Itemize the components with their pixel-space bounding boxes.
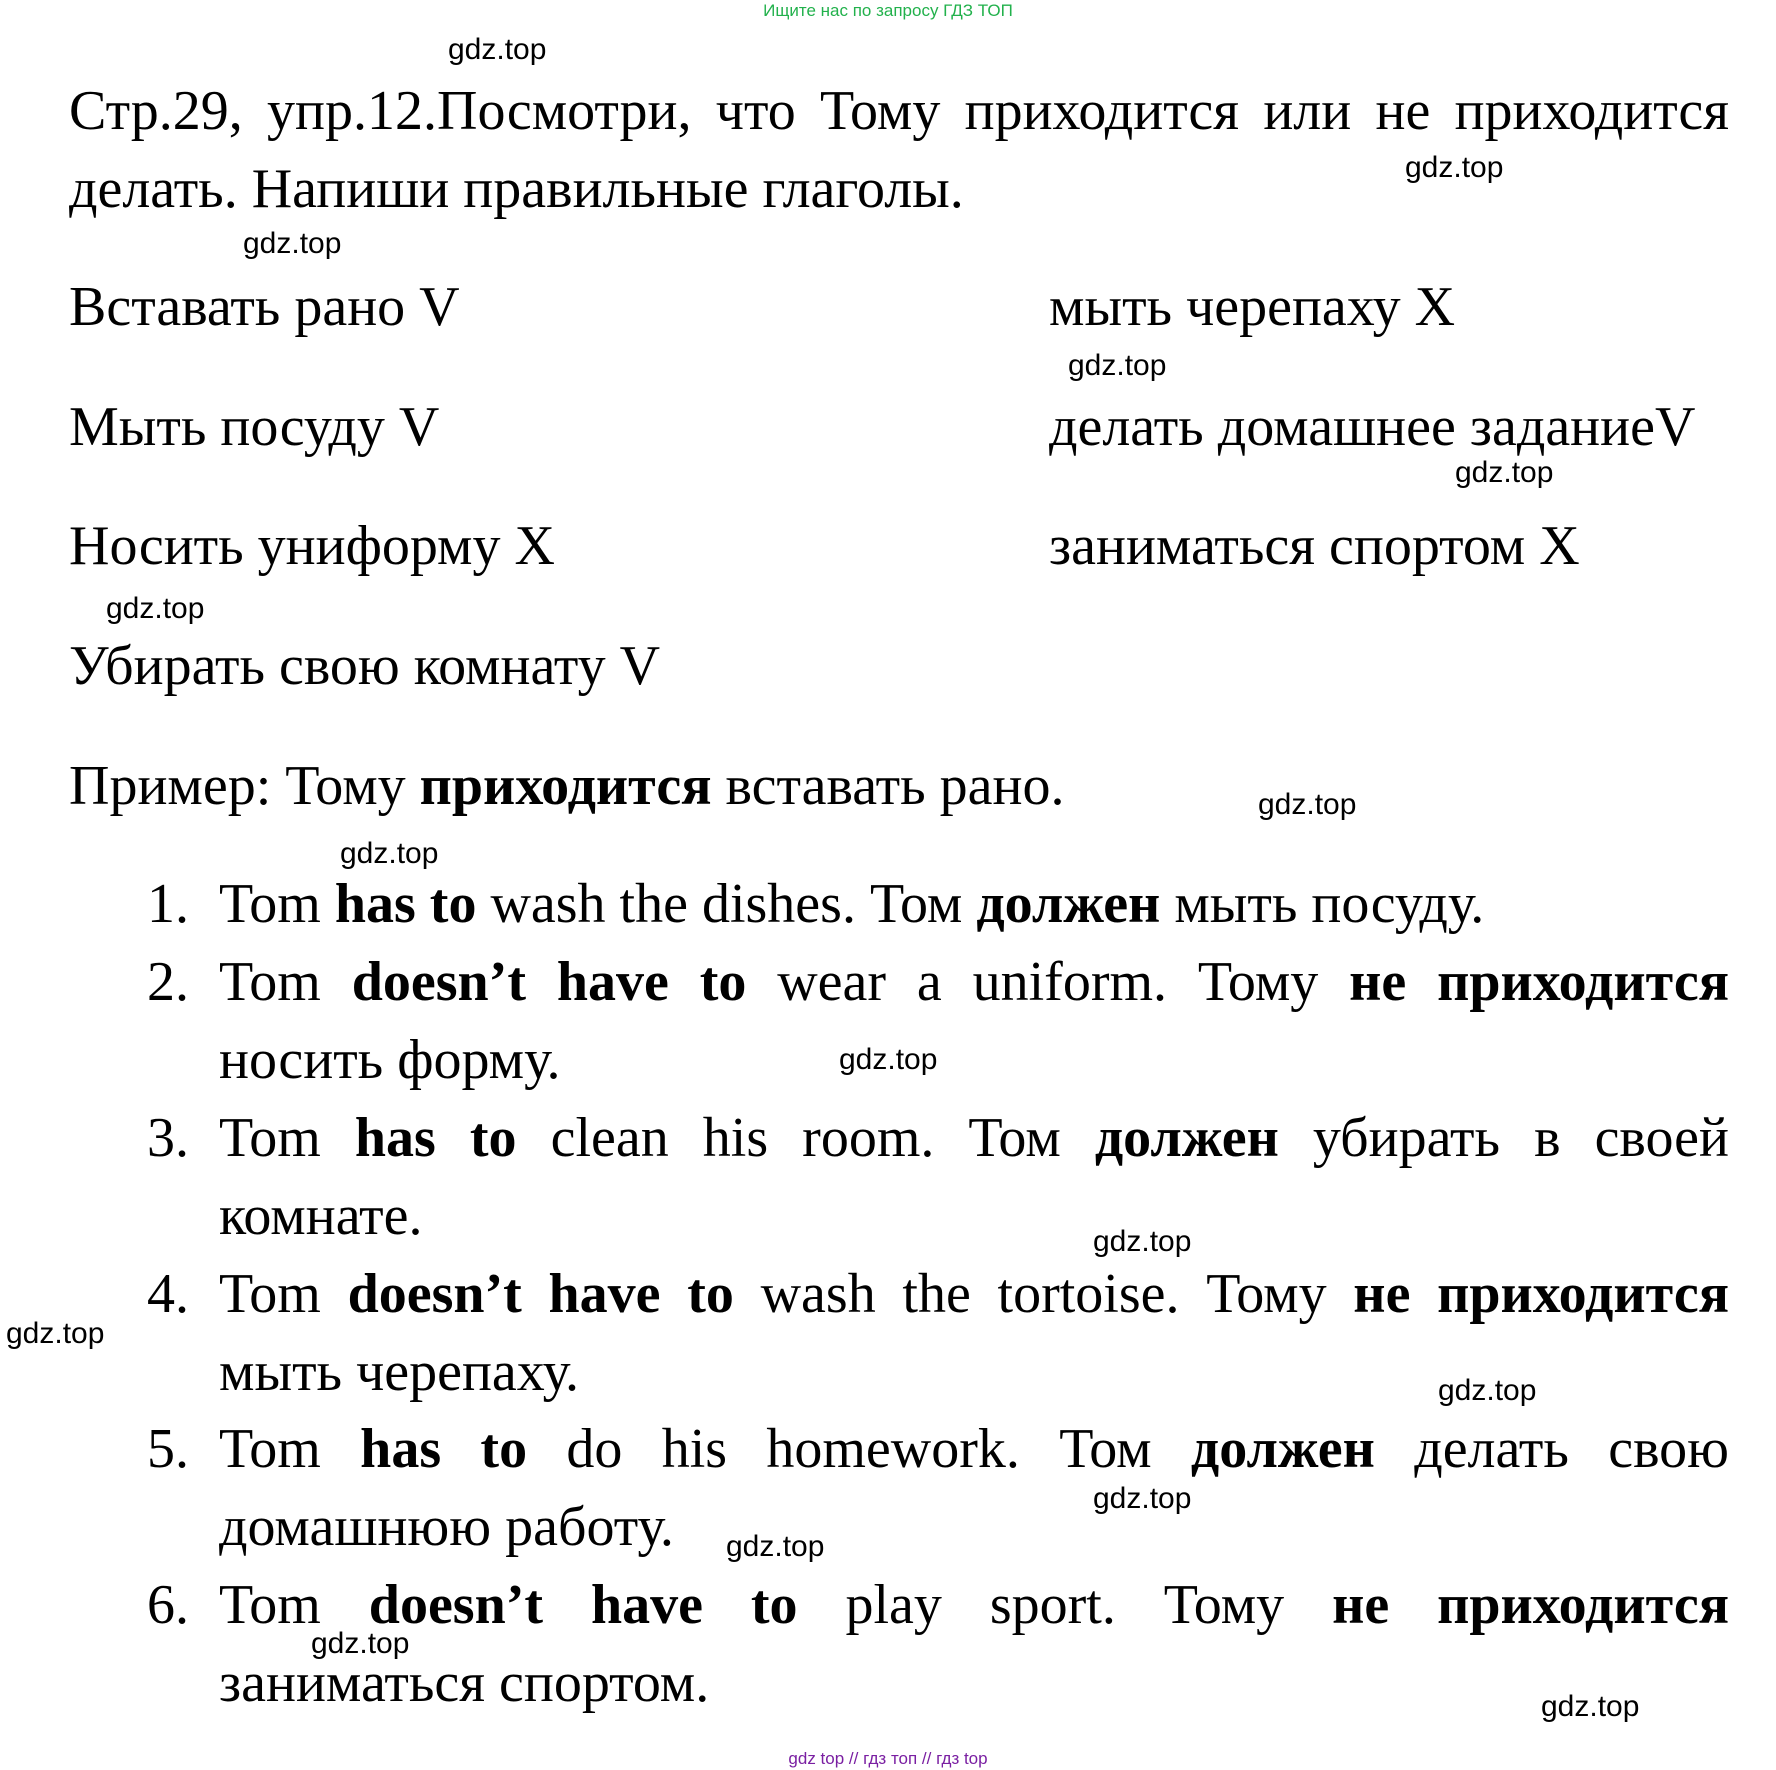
answer-number: 1.: [147, 873, 189, 935]
task-item: Вставать рано V: [69, 276, 460, 338]
answer-text: Tom doesn’t have to play sport. Тому не приходится заниматься спортом.: [219, 1574, 1729, 1714]
answer-number: 6.: [147, 1574, 189, 1636]
task-item: Носить униформу X: [69, 515, 555, 577]
watermark: gdz.top: [1093, 1225, 1192, 1258]
answer-text: Tom has to wash the dishes. Том должен мыть посуду.: [219, 873, 1485, 935]
answer-text: Tom has to clean his room. Том должен убирать в своей комнате.: [219, 1107, 1729, 1247]
answer-number: 3.: [147, 1107, 189, 1169]
answer-number: 4.: [147, 1263, 189, 1325]
watermark: gdz.top: [6, 1317, 105, 1350]
watermark: gdz.top: [311, 1627, 410, 1660]
watermark: gdz.top: [243, 227, 342, 260]
exercise-heading: Стр.29, упр.12.Посмотри, что Тому приходится или не приходится делать. Напиши правильные глаголы.: [69, 80, 1729, 220]
watermark: gdz.top: [839, 1043, 938, 1076]
example-prefix: Пример: Тому: [69, 755, 420, 817]
example-bold: приходится: [419, 755, 712, 817]
task-item: Мыть посуду V: [69, 396, 440, 458]
watermark: gdz.top: [340, 837, 439, 870]
answer-text: Tom doesn’t have to wash the tortoise. Тому не приходится мыть черепаху.: [219, 1263, 1729, 1403]
answer-text: Tom doesn’t have to wear a uniform. Тому не приходится носить форму.: [219, 951, 1729, 1091]
top-banner[interactable]: Ищите нас по запросу ГДЗ ТОП: [763, 1, 1013, 20]
answer-text: Tom has to do his homework. Том должен делать свою домашнюю работу.: [219, 1418, 1729, 1558]
watermark: gdz.top: [1405, 151, 1504, 184]
answer-number: 2.: [147, 951, 189, 1013]
answer-number: 5.: [147, 1418, 189, 1480]
watermark: gdz.top: [1438, 1374, 1537, 1407]
example-line: [69, 754, 1064, 818]
watermark: gdz.top: [106, 592, 205, 625]
watermark: gdz.top: [1541, 1690, 1640, 1723]
watermark: gdz.top: [1093, 1482, 1192, 1515]
watermark: gdz.top: [448, 33, 547, 66]
watermark: gdz.top: [1258, 788, 1357, 821]
watermark: gdz.top: [726, 1530, 825, 1563]
example-suffix: вставать рано.: [711, 755, 1065, 817]
footer-links[interactable]: gdz top // гдз топ // гдз top: [788, 1749, 988, 1768]
task-item: мыть черепаху X: [1049, 276, 1456, 338]
task-item: Убирать свою комнату V: [69, 635, 661, 697]
task-item: заниматься спортом X: [1049, 515, 1580, 577]
task-item: делать домашнее заданиеV: [1049, 396, 1696, 458]
watermark: gdz.top: [1455, 456, 1554, 489]
watermark: gdz.top: [1068, 349, 1167, 382]
